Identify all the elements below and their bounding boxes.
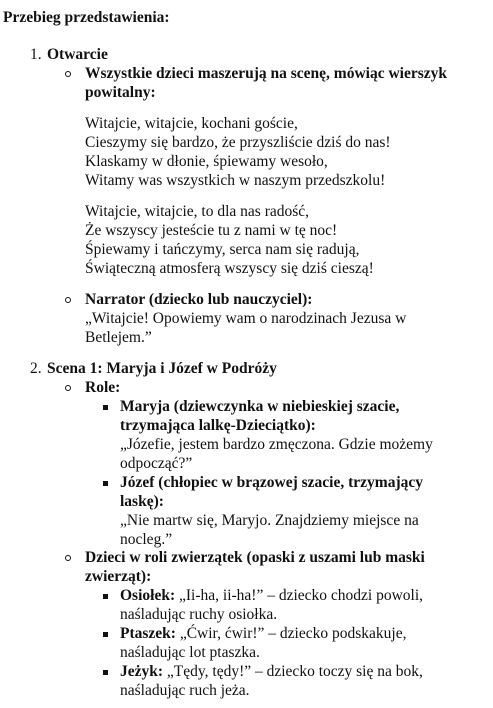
poem-line: Klaskamy w dłonie, śpiewamy wesoło, (85, 153, 328, 170)
ptaszek-text: „Ćwir, ćwir!” – dziecko podskakuje, (179, 625, 407, 642)
document-heading: Przebieg przedstawienia: (3, 9, 170, 26)
poem-line: Witamy was wszystkich w naszym przedszkolu! (85, 172, 386, 189)
square-bullet-icon (103, 594, 108, 599)
maryja-label-line1: Maryja (dziewczynka w niebieskiej szacie, (120, 398, 400, 415)
square-bullet-icon (103, 481, 108, 486)
square-bullet-icon (103, 670, 108, 675)
poem-line: Śpiewamy i tańczymy, serca nam się radują, (85, 241, 360, 258)
jozef-quote-line2: nocleg.” (120, 531, 173, 548)
section-1-title: Otwarcie (47, 46, 108, 63)
circle-bullet-icon (65, 297, 71, 303)
circle-bullet-icon (65, 385, 71, 391)
osiolek-line1 (120, 586, 423, 605)
bullet-march-line2: powitalny: (85, 84, 156, 101)
section-2-title: Scena 1: Maryja i Józef w Podróży (47, 360, 277, 377)
section-2-number: 2. (30, 360, 42, 377)
jozef-quote-line1: „Nie martw się, Maryjo. Znajdziemy miejsce na (120, 512, 419, 529)
section-1-number: 1. (30, 46, 42, 63)
roles-label: Role: (85, 379, 121, 396)
jezyk-label: Jeżyk: (120, 663, 164, 680)
jezyk-line1 (120, 662, 423, 681)
osiolek-text: „Ii-ha, ii-ha!” – dziecko chodzi powoli, (179, 587, 424, 604)
animals-label-line2: zwierząt): (85, 568, 152, 585)
poem-line: Witajcie, witajcie, kochani goście, (85, 115, 298, 132)
osiolek-label: Osiołek: (120, 587, 176, 604)
narrator-quote-line2: Betlejem.” (85, 329, 152, 346)
ptaszek-label: Ptaszek: (120, 625, 176, 642)
square-bullet-icon (103, 405, 108, 410)
osiolek-line2: naśladując ruchy osiołka. (120, 606, 278, 623)
narrator-quote-line1: „Witajcie! Opowiemy wam o narodzinach Jezusa w (85, 310, 407, 327)
maryja-label-line2: trzymająca lalkę-Dzieciątko): (120, 417, 316, 434)
square-bullet-icon (103, 632, 108, 637)
poem-line: Cieszymy się bardzo, że przyszliście dziś do nas! (85, 134, 391, 151)
maryja-quote-line2: odpocząć?” (120, 455, 193, 472)
ptaszek-line2: naśladując lot ptaszka. (120, 644, 260, 661)
animals-label-line1: Dzieci w roli zwierzątek (opaski z uszami lub maski (85, 549, 425, 566)
poem-line: Świąteczną atmosferą wszyscy się dziś cieszą! (85, 260, 374, 277)
poem-line: Witajcie, witajcie, to dla nas radość, (85, 203, 310, 220)
poem-line: Że wszyscy jesteście tu z nami w tę noc! (85, 222, 338, 239)
narrator-label: Narrator (dziecko lub nauczyciel): (85, 291, 313, 308)
ptaszek-line1 (120, 624, 406, 643)
bullet-march-line1: Wszystkie dzieci maszerują na scenę, mówiąc wierszyk (85, 65, 448, 82)
jozef-label-line2: laskę): (120, 493, 164, 510)
maryja-quote-line1: „Józefie, jestem bardzo zmęczona. Gdzie możemy (120, 436, 433, 453)
jezyk-text: „Tędy, tędy!” – dziecko toczy się na bok, (166, 663, 423, 680)
jozef-label-line1: Józef (chłopiec w brązowej szacie, trzymający (120, 474, 423, 491)
circle-bullet-icon (65, 555, 71, 561)
circle-bullet-icon (65, 71, 71, 77)
jezyk-line2: naśladując ruch jeża. (120, 682, 250, 699)
